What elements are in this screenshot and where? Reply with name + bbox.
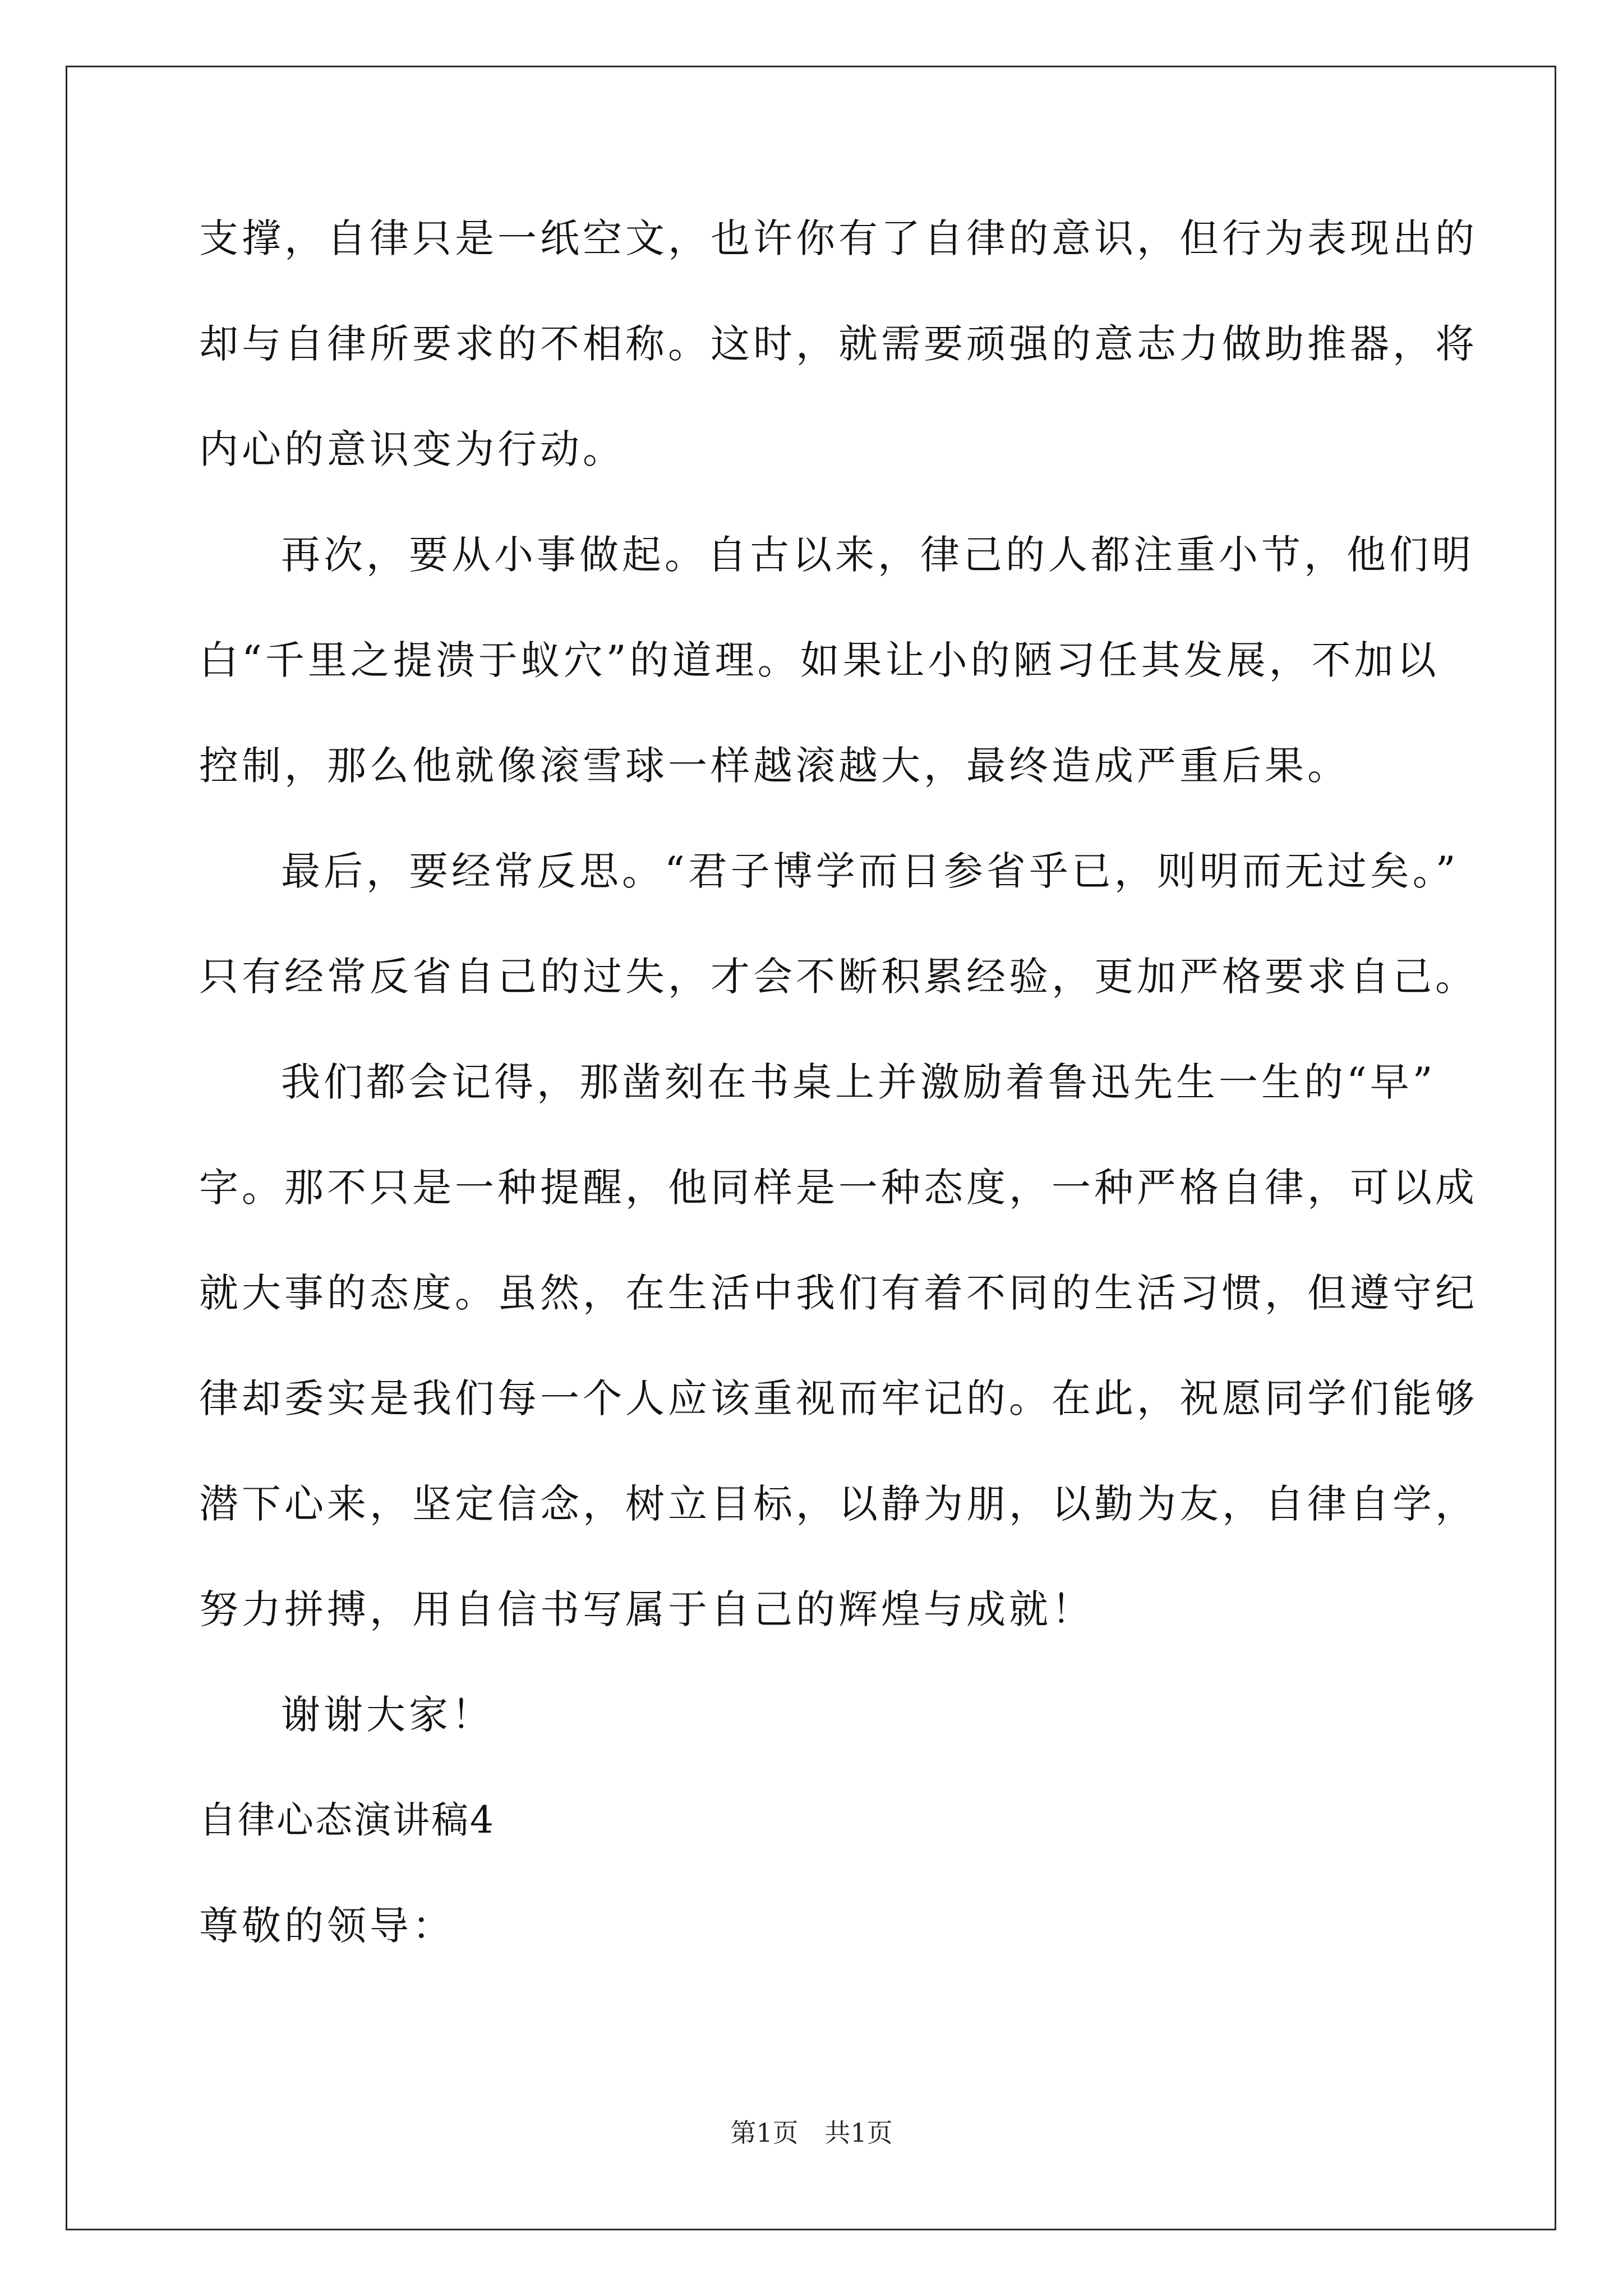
paragraph-line: 支撑，自律只是一纸空文，也许你有了自律的意识，但行为表现出的 [199,215,1478,261]
paragraph-line: 最后，要经常反思。“君子博学而日参省乎已，则明而无过矣。” [281,848,1459,894]
paragraph-line: 只有经常反省自己的过失，才会不断积累经验，更加严格要求自己。 [199,954,1478,1000]
paragraph-line: 律却委实是我们每一个人应该重视而牢记的。在此，祝愿同学们能够 [199,1375,1478,1421]
paragraph-line: 再次，要从小事做起。自古以来，律己的人都注重小节，他们明 [281,532,1474,578]
page-footer [0,2116,1623,2150]
paragraph-line: 努力拼搏，用自信书写属于自己的辉煌与成就！ [199,1586,1094,1632]
section-heading: 自律心态演讲稿4 [199,1798,495,1842]
paragraph-line: 白“千里之提溃于蚁穴”的道理。如果让小的陋习任其发展，不加以 [199,637,1440,683]
paragraph-line: 控制，那么他就像滚雪球一样越滚越大，最终造成严重后果。 [199,743,1350,789]
page-number: 第1页 [730,2118,799,2148]
paragraph-line: 却与自律所要求的不相称。这时，就需要顽强的意志力做助推器，将 [199,321,1478,367]
paragraph-line: 字。那不只是一种提醒，他同样是一种态度，一种严格自律，可以成 [199,1165,1478,1211]
paragraph-line: 潜下心来，坚定信念，树立目标，以静为朋，以勤为友，自律自学， [199,1481,1478,1527]
paragraph-line: 就大事的态度。虽然，在生活中我们有着不同的生活习惯，但遵守纪 [199,1270,1478,1316]
paragraph-line: 我们都会记得，那凿刻在书桌上并激励着鲁迅先生一生的“早” [281,1059,1436,1105]
closing-line: 谢谢大家！ [281,1692,494,1738]
page-total: 共1页 [824,2118,893,2148]
salutation-line: 尊敬的领导： [199,1903,455,1949]
paragraph-line: 内心的意识变为行动。 [199,426,625,472]
